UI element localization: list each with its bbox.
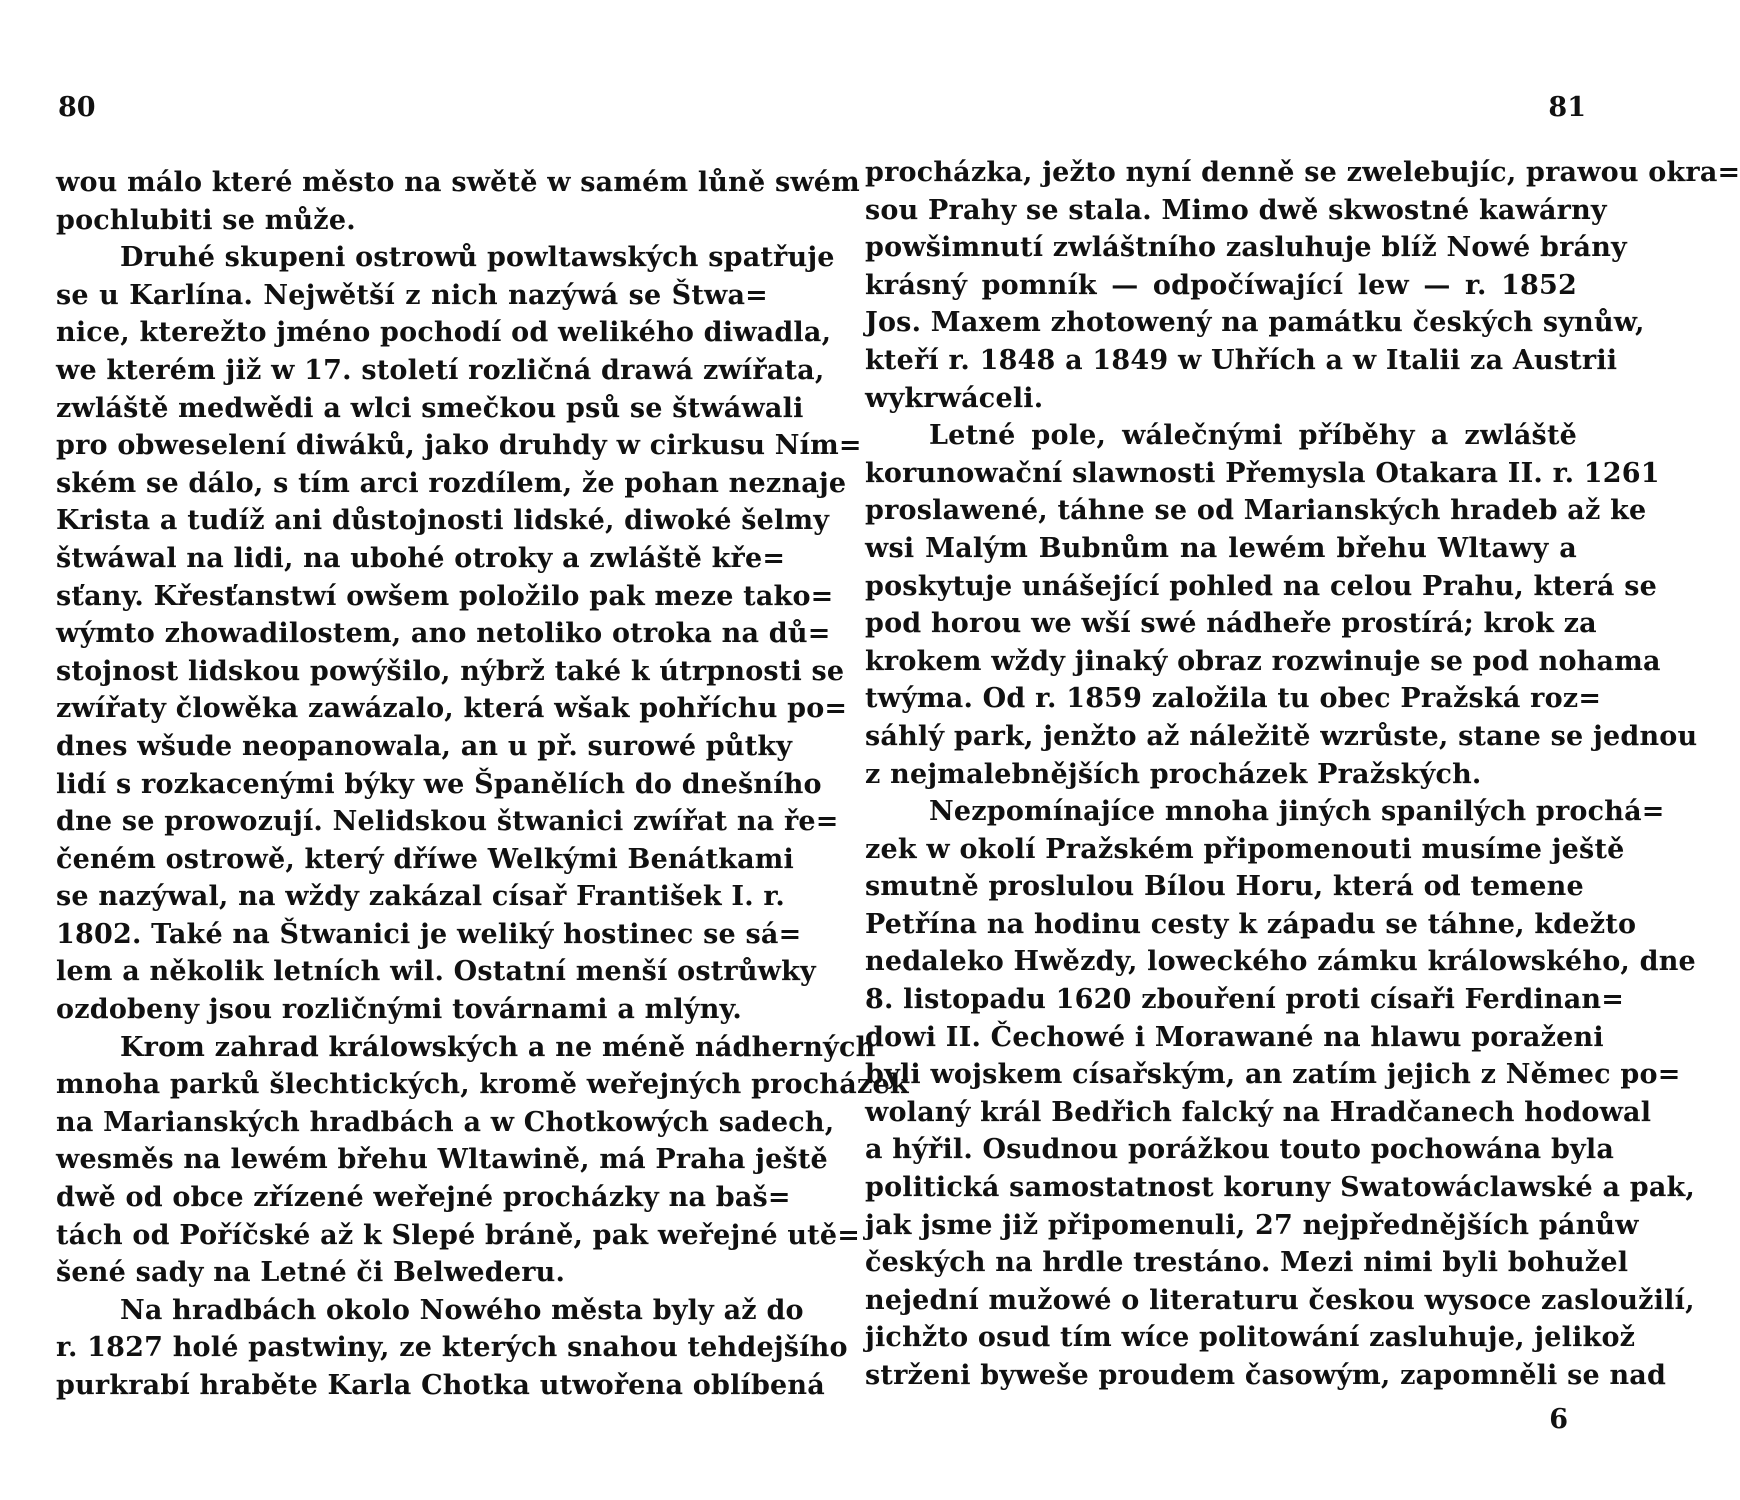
text-line: dnes wšude neopanowala, an u př. surowé půtky [56,730,793,762]
text-line: Jos. Maxem zhotowený na památku českých synůw, [865,307,1645,339]
text-line: strženi byweše proudem časowým, zapomněli se nad [865,1360,1667,1391]
text-line: sou Prahy se stala. Mimo dwě skwostné kawárny [865,194,1607,226]
text-line: lidí s rozkacenými býky we Španělích do dnešního [56,768,822,800]
printer-signature-mark: 6 [1549,1404,1568,1435]
text-line: purkrabí hraběte Karla Chotka utwořena oblíbená [56,1370,825,1401]
text-line: z nejmalebnějších procházek Pražských. [865,758,1482,790]
text-line: poskytuje unášející pohled na celou Prahu, která se [865,570,1658,602]
text-line: nice, kterežto jméno pochodí od welikého diwadla, [56,317,832,349]
text-line: pochlubiti se může. [56,204,356,236]
text-line: we kterém již w 17. století rozličná drawá zwířata, [56,354,825,386]
text-line: mnoha parků šlechtických, kromě weřejných procházek [56,1069,909,1101]
right-page [823,0,1740,1500]
text-line: 1802. Také na Štwanici je weliký hostinec se sá= [56,918,802,950]
text-line: Letné pole, wálečnými příběhy a zwláště [929,420,1577,452]
text-line: smutně proslulou Bílou Horu, která od temene [865,871,1584,903]
text-line: a hýřil. Osudnou porážkou touto pochowána byla [865,1134,1615,1166]
text-line: tách od Poříčské až k Slepé bráně, pak weřejné utě= [56,1219,861,1251]
text-line: krokem wždy jinaký obraz rozwinuje se pod nohama [865,645,1661,677]
text-line: wesměs na lewém břehu Wltawině, má Praha ještě [56,1144,828,1176]
text-line: proslawené, táhne se od Marianských hradeb až ke [865,495,1647,527]
text-line: zwířaty člowěka zawázalo, která wšak pohříchu po= [56,693,848,725]
text-line: ozdobeny jsou rozličnými továrnami a mlýny. [56,994,742,1026]
text-line: powšimnutí zwláštního zasluhuje blíž Nowé brány [865,232,1627,264]
text-line: Na hradbách okolo Nowého města byly až do [120,1294,804,1326]
text-line: korunowační slawnosti Přemysla Otakara II. r. 1261 [865,457,1660,489]
text-line: zek w okolí Pražském připomenouti musíme ještě [865,833,1625,865]
text-line: politická samostatnost koruny Swatowáclawské a pak, [865,1172,1696,1204]
text-line: lem a několik letních wil. Ostatní menší ostrůwky [56,956,816,988]
page-number-right: 81 [1548,92,1586,123]
text-line: dwě od obce zřízené weřejné procházky na baš= [56,1182,791,1214]
text-line: wykrwáceli. [865,382,1044,414]
text-line: 8. listopadu 1620 zbouření proti císaři Ferdinan= [865,984,1625,1016]
page-number-left: 80 [58,92,96,123]
text-line: byli wojskem císařským, an zatím jejich z Němec po= [865,1059,1681,1091]
text-line: na Marianských hradbách a w Chotkowých sadech, [56,1106,835,1138]
text-line: stojnost lidskou powýšilo, nýbrž také k útrpnosti se [56,655,845,687]
left-page-text [56,164,909,1405]
text-line: wou málo které město na swětě w samém lůně swém [56,167,860,198]
text-line: krásný pomník — odpočíwající lew — r. 1852 [865,269,1577,301]
text-line: čeném ostrowě, který dříwe Welkými Benátkami [56,843,794,875]
text-line: kteří r. 1848 a 1849 w Uhřích a w Italii za Austrii [865,344,1618,376]
text-line: pod horou we wší swé nádheře prostírá; krok za [865,608,1597,640]
text-line: se nazýwal, na wždy zakázal císař František I. r. [56,881,785,913]
text-line: r. 1827 holé pastwiny, ze kterých snahou tehdejšího [56,1332,848,1364]
text-line: nejední mužowé o literaturu českou wysoce zasloužilí, [865,1284,1695,1316]
text-line: Krom zahrad králowských a ne méně nádherných [120,1031,876,1063]
text-line: jichžto osud tím wíce politowání zasluhuje, jelikož [865,1322,1636,1354]
right-page-text [865,154,1740,1395]
text-line: wýmto zhowadilostem, ano netoliko otroka na dů= [56,618,831,650]
text-line: šené sady na Letné či Belwederu. [56,1257,566,1289]
text-line: dowi II. Čechowé i Morawané na hlawu poraženi [865,1021,1604,1053]
text-line: procházka, ježto nyní denně se zwelebujíc, prawou okra= [865,157,1740,188]
text-line: Krista a tudíž ani důstojnosti lidské, diwoké šelmy [56,505,830,537]
text-line: zwláště medwědi a wlci smečkou psů se štwáwali [56,392,804,424]
text-line: sáhlý park, jenžto až náležitě wzrůste, stane se jednou [865,720,1698,752]
text-line: Petřína na hodinu cesty k západu se táhne, kdežto [865,908,1637,940]
text-line: Nezpomínajíce mnoha jiných spanilých prochá= [929,796,1665,828]
text-line: nedaleko Hwězdy, loweckého zámku králowského, dne [865,946,1696,978]
text-line: wsi Malým Bubnům na lewém břehu Wltawy a [865,532,1577,564]
text-line: ském se dálo, s tím arci rozdílem, že pohan neznaje [56,467,847,499]
text-line: sťany. Křesťanstwí owšem položilo pak meze tako= [56,580,834,612]
text-line: štwáwal na lidi, na ubohé otroky a zwláště kře= [56,542,786,574]
text-line: wolaný král Bedřich falcký na Hradčanech hodowal [865,1096,1652,1128]
text-line: se u Karlína. Nejwětší z nich nazýwá se Štwa= [56,279,768,311]
text-line: dne se prowozují. Nelidskou štwanici zwířat na ře= [56,806,839,838]
text-line: jak jsme již připomenuli, 27 nejpřednějších pánůw [865,1209,1639,1241]
text-line: pro obweselení diwáků, jako druhdy w cirkusu Ním= [56,430,862,462]
text-line: twýma. Od r. 1859 založila tu obec Pražská roz= [865,683,1602,715]
text-line: Druhé skupeni ostrowů powltawských spatřuje [120,242,835,274]
text-line: českých na hrdle trestáno. Mezi nimi byli bohužel [865,1247,1629,1279]
